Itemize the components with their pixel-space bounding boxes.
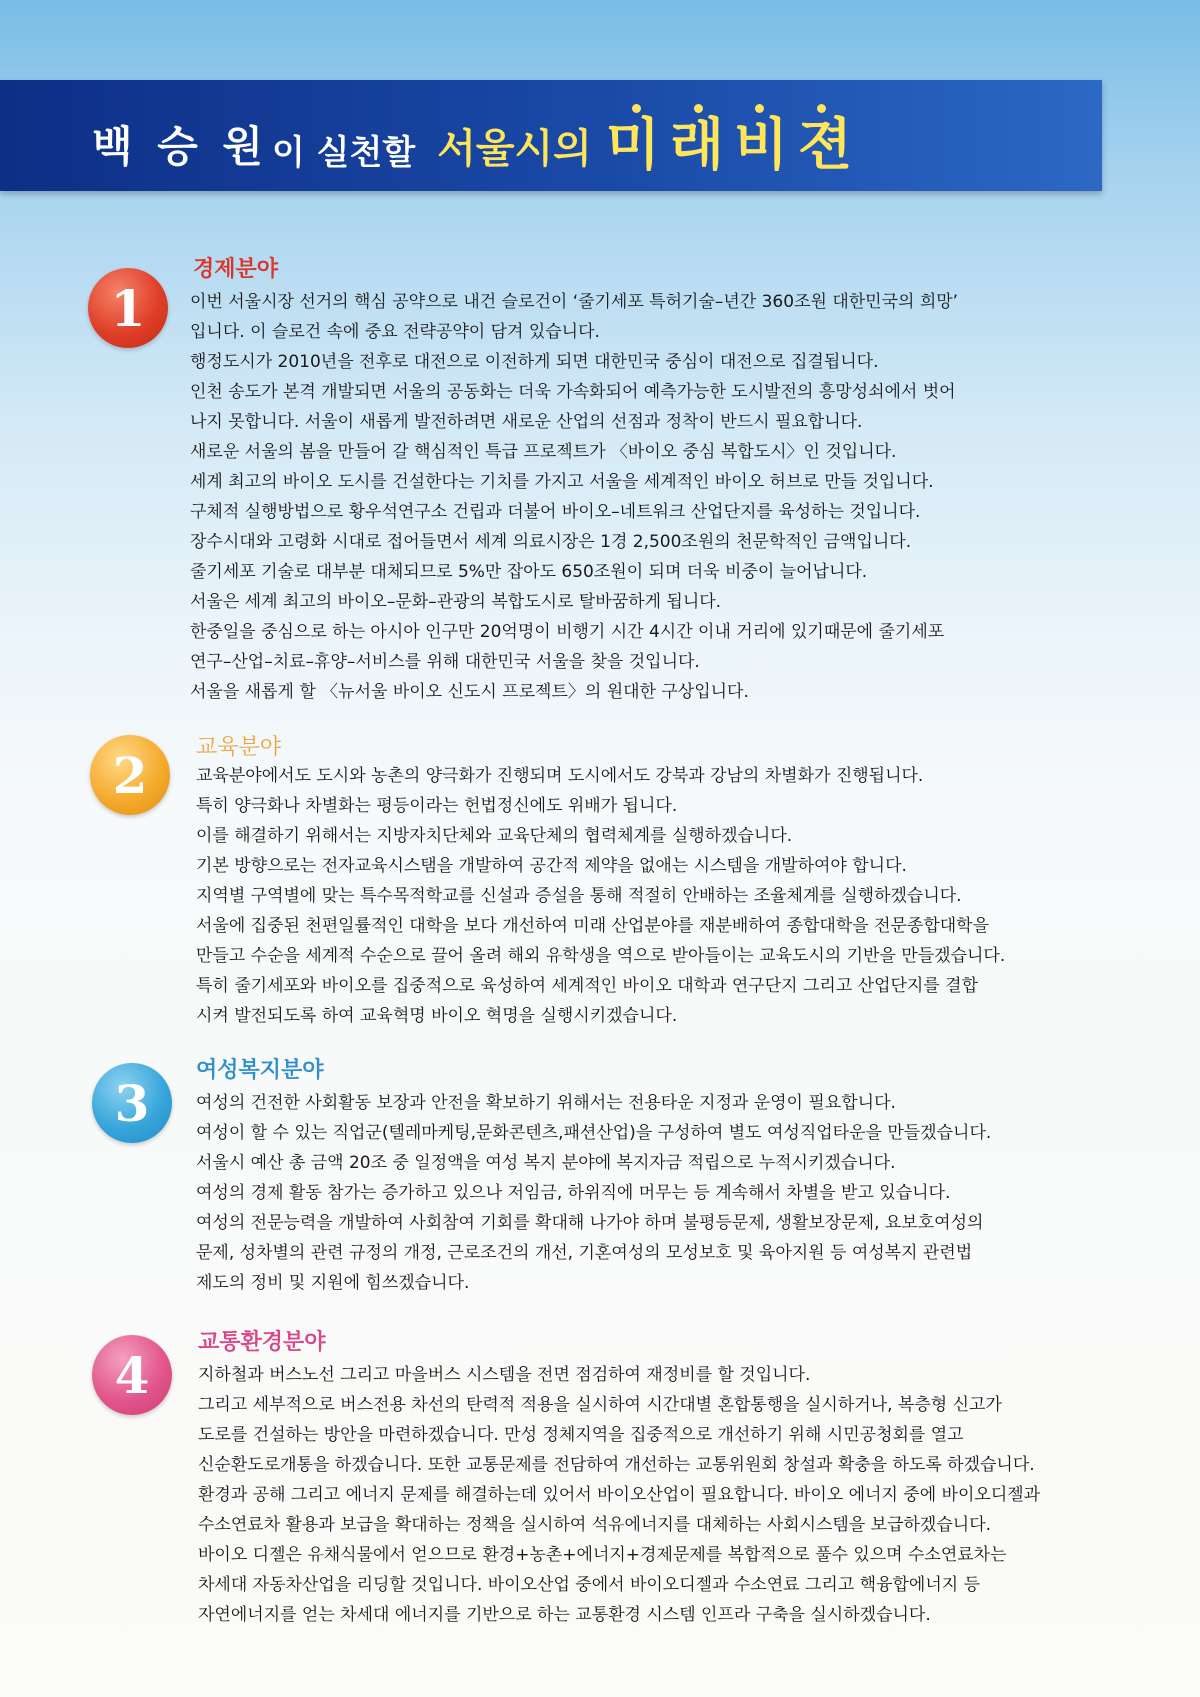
body-line: 행정도시가 2010년을 전후로 대전으로 이전하게 되면 대한민국 중심이 대전으로 집결됩니다.: [190, 352, 879, 372]
body-line: 제도의 정비 및 지원에 힘쓰겠습니다.: [196, 1273, 470, 1293]
body-line: 바이오 디젤은 유채식물에서 얻으므로 환경+농촌+에너지+경제문제를 복합적으로 풀수 있으며 수소연료차는: [198, 1545, 1007, 1565]
title-vision: 미래비젼: [605, 113, 863, 178]
body-line: 서울에 집중된 천편일률적인 대학을 보다 개선하여 미래 산업분야를 재분배하여 종합대학을 전문종합대학을: [196, 916, 990, 936]
body-line: 여성의 전문능력을 개발하여 사회참여 기회를 확대해 나가야 하며 불평등문제, 생활보장문제, 요보호여성의: [196, 1213, 984, 1233]
body-line: 연구–산업–치료–휴양–서비스를 위해 대한민국 서울을 찾을 것입니다.: [190, 652, 700, 672]
body-line: 이를 해결하기 위해서는 지방자치단체와 교육단체의 협력체계를 실행하겠습니다.: [196, 826, 793, 846]
body-line: 줄기세포 기술로 대부분 대체되므로 5%만 잡아도 650조원이 되며 더욱 비중이 늘어납니다.: [190, 562, 868, 582]
title-vision-wrap: [605, 113, 863, 178]
body-line: 특히 줄기세포와 바이오를 집중적으로 육성하여 세계적인 바이오 대학과 연구단지 그리고 산업단지를 결합: [196, 976, 979, 996]
body-line: 나지 못합니다. 서울이 새롭게 발전하려면 새로운 산업의 선점과 정착이 반드시 필요합니다.: [190, 412, 863, 432]
body-line: 수소연료차 활용과 보급을 확대하는 정책을 실시하여 석유에너지를 대체하는 사회시스템을 보급하겠습니다.: [198, 1515, 992, 1535]
title-particle: 이 실천할: [271, 133, 416, 173]
body-line: 만들고 수순을 세계적 수순으로 끌어 올려 해외 유학생을 역으로 받아들이는 교육도시의 기반을 만들겠습니다.: [196, 946, 1006, 966]
section-number-badge: 1: [88, 268, 168, 348]
section-number-badge: 3: [92, 1063, 172, 1143]
title-city: 서울시의: [437, 126, 592, 172]
section-number-badge: 4: [92, 1335, 172, 1415]
section-body: [190, 287, 958, 707]
body-line: 서울은 세계 최고의 바이오–문화–관광의 복합도시로 탈바꿈하게 됩니다.: [190, 592, 722, 612]
body-line: 신순환도로개통을 하겠습니다. 또한 교통문제를 전담하여 개선하는 교통위원회 창설과 확충을 하도록 하겠습니다.: [198, 1455, 1035, 1475]
body-line: 도로를 건설하는 방안을 마련하겠습니다. 만성 정체지역을 집중적으로 개선하기 위해 시민공청회를 열고: [198, 1425, 964, 1445]
body-line: 환경과 공해 그리고 에너지 문제를 해결하는데 있어서 바이오산업이 필요합니다. 바이오 에너지 중에 바이오디젤과: [198, 1485, 1041, 1505]
body-line: 구체적 실행방법으로 황우석연구소 건립과 더불어 바이오–네트워크 산업단지를 육성하는 것입니다.: [190, 502, 921, 522]
body-line: 문제, 성차별의 관련 규정의 개정, 근로조건의 개선, 기혼여성의 모성보호 및 육아지원 등 여성복지 관련법: [196, 1243, 973, 1263]
section-heading: 경제분야: [193, 257, 279, 282]
page-title: [92, 104, 863, 178]
section-body: [198, 1360, 1040, 1630]
body-line: 자연에너지를 얻는 차세대 에너지를 기반으로 하는 교통환경 시스템 인프라 구축을 실시하겠습니다.: [198, 1605, 931, 1625]
title-name: 백 승 원: [92, 122, 268, 171]
emphasis-dot: [632, 104, 641, 113]
body-line: 시켜 발전되도록 하여 교육혁명 바이오 혁명을 실행시키겠습니다.: [196, 1006, 678, 1026]
body-line: 장수시대와 고령화 시대로 접어들면서 세계 의료시장은 1경 2,500조원의 천문학적인 금액입니다.: [190, 532, 912, 552]
body-line: 인천 송도가 본격 개발되면 서울의 공동화는 더욱 가속화되어 예측가능한 도시발전의 흥망성쇠에서 벗어: [190, 382, 956, 402]
section-heading: 교통환경분야: [198, 1330, 326, 1355]
emphasis-dot: [817, 104, 826, 113]
section-number-badge: 2: [90, 735, 170, 815]
body-line: 서울시 예산 총 금액 20조 중 일정액을 여성 복지 분야에 복지자금 적립으로 누적시키겠습니다.: [196, 1153, 896, 1173]
body-line: 새로운 서울의 봄을 만들어 갈 핵심적인 특급 프로젝트가 〈바이오 중심 복합도시〉인 것입니다.: [190, 442, 897, 462]
section-heading: 교육분야: [196, 735, 282, 760]
section-heading: 여성복지분야: [196, 1058, 324, 1083]
body-line: 교육분야에서도 도시와 농촌의 양극화가 진행되며 도시에서도 강북과 강남의 차별화가 진행됩니다.: [196, 766, 924, 786]
body-line: 입니다. 이 슬로건 속에 중요 전략공약이 담겨 있습니다.: [190, 322, 600, 342]
section-body: [196, 1088, 991, 1298]
body-line: 차세대 자동차산업을 리딩할 것입니다. 바이오산업 중에서 바이오디젤과 수소연료 그리고 핵융합에너지 등: [198, 1575, 981, 1595]
emphasis-dot: [694, 104, 703, 113]
body-line: 세계 최고의 바이오 도시를 건설한다는 기치를 가지고 서울을 세계적인 바이오 허브로 만들 것입니다.: [190, 472, 934, 492]
body-line: 여성의 건전한 사회활동 보장과 안전을 확보하기 위해서는 전용타운 지정과 운영이 필요합니다.: [196, 1093, 896, 1113]
body-line: 지하철과 버스노선 그리고 마을버스 시스템을 전면 점검하여 재정비를 할 것입니다.: [198, 1365, 811, 1385]
section-body: [196, 761, 1005, 1031]
body-line: 지역별 구역별에 맞는 특수목적학교를 신설과 증설을 통해 적절히 안배하는 조율체계를 실행하겠습니다.: [196, 886, 962, 906]
emphasis-dots: [606, 104, 862, 113]
body-line: 그리고 세부적으로 버스전용 차선의 탄력적 적용을 실시하여 시간대별 혼합통행을 실시하거나, 복층형 신고가: [198, 1395, 1002, 1415]
body-line: 여성의 경제 활동 참가는 증가하고 있으나 저임금, 하위직에 머무는 등 계속해서 차별을 받고 있습니다.: [196, 1183, 951, 1203]
body-line: 서울을 새롭게 할 〈뉴서울 바이오 신도시 프로젝트〉의 원대한 구상입니다.: [190, 682, 749, 702]
body-line: 이번 서울시장 선거의 핵심 공약으로 내건 슬로건이 ‘줄기세포 특허기술–년간 360조원 대한민국의 희망’: [190, 292, 959, 312]
body-line: 한중일을 중심으로 하는 아시아 인구만 20억명이 비행기 시간 4시간 이내 거리에 있기때문에 줄기세포: [190, 622, 945, 642]
body-line: 기본 방향으로는 전자교육시스탬을 개발하여 공간적 제약을 없애는 시스템을 개발하여야 합니다.: [196, 856, 907, 876]
emphasis-dot: [755, 104, 764, 113]
body-line: 특히 양극화나 차별화는 평등이라는 헌법정신에도 위배가 됩니다.: [196, 796, 678, 816]
body-line: 여성이 할 수 있는 직업군(텔레마케팅,문화콘텐츠,패션산업)을 구성하여 별도 여성직업타운을 만들겠습니다.: [196, 1123, 992, 1143]
